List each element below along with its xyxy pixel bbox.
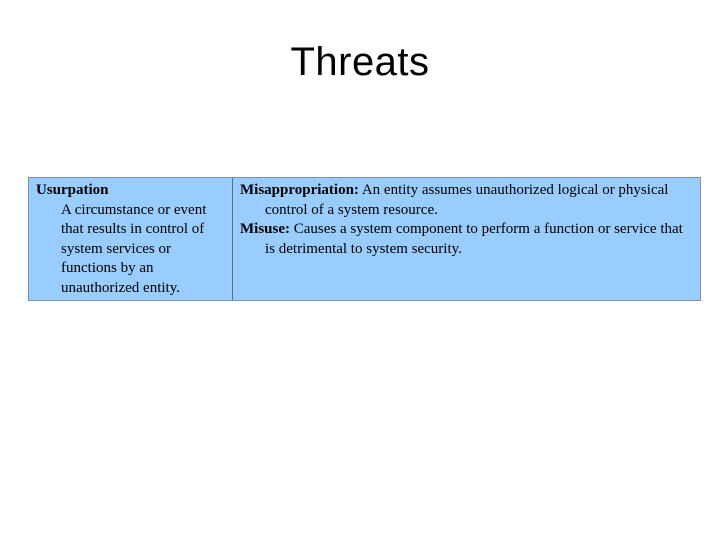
category-cell [29, 178, 233, 300]
slide-title: Threats [290, 40, 430, 84]
entry-term: Misuse: [240, 221, 290, 237]
entry-definition: An entity assumes unauthorized logical or physical control of a system resource. [265, 182, 669, 218]
threat-table [28, 177, 701, 301]
entries-cell [233, 178, 700, 300]
entry-misuse [240, 220, 690, 259]
entry-term: Misappropriation: [240, 182, 359, 198]
entry-misappropriation [240, 181, 690, 220]
category-definition: A circumstance or event that results in control of system services or functions by an unauthorized entity. [61, 201, 207, 296]
entry-definition: Causes a system component to perform a function or service that is detrimental to system security. [265, 221, 683, 257]
category-term: Usurpation [36, 182, 109, 198]
